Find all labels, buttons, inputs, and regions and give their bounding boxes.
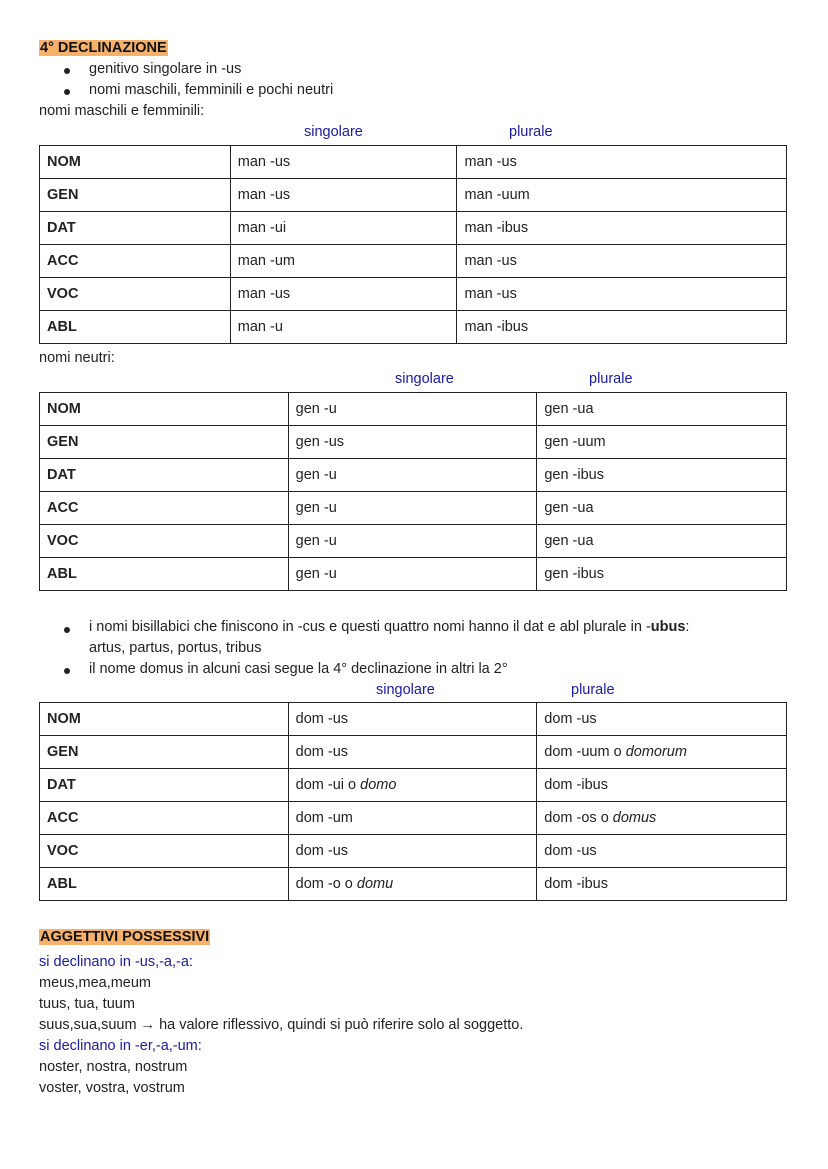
table-row — [40, 558, 787, 591]
plural-cell: man -us — [457, 278, 787, 311]
case-cell: GEN — [40, 179, 231, 212]
plural-cell: dom -ibus — [537, 868, 787, 901]
table-masc-fem — [39, 145, 787, 344]
case-cell: ACC — [40, 245, 231, 278]
section-heading-declension: 4° DECLINAZIONE — [40, 40, 167, 56]
case-cell: VOC — [40, 835, 289, 868]
column-header-plural: plurale — [571, 682, 615, 698]
singular-cell: man -us — [230, 179, 457, 212]
singular-cell: gen -u — [288, 393, 537, 426]
singular-cell: gen -u — [288, 558, 537, 591]
case-cell: ACC — [40, 492, 289, 525]
case-cell: VOC — [40, 278, 231, 311]
singular-cell: gen -u — [288, 459, 537, 492]
table-row — [40, 212, 787, 245]
text-line: tuus, tua, tuum — [39, 996, 135, 1012]
singular-cell: man -ui — [230, 212, 457, 245]
singular-cell: man -us — [230, 146, 457, 179]
plural-cell: man -us — [457, 146, 787, 179]
text-line: meus,mea,meum — [39, 975, 152, 991]
table-row — [40, 835, 787, 868]
table-row — [40, 179, 787, 212]
case-cell: GEN — [40, 426, 289, 459]
plural-cell: gen -ibus — [537, 558, 787, 591]
bullet-dot — [64, 668, 70, 674]
table-neuter — [39, 392, 787, 591]
plural-cell: man -ibus — [457, 311, 787, 344]
section-heading-possessives: AGGETTIVI POSSESSIVI — [40, 929, 210, 945]
column-header-singular: singolare — [395, 371, 454, 387]
bullet-dot — [64, 68, 70, 74]
singular-cell: man -um — [230, 245, 457, 278]
bullet-text-domus: il nome domus in alcuni casi segue la 4° declinazione in altri la 2° — [89, 661, 508, 677]
singular-cell: dom -us — [288, 835, 537, 868]
plural-cell: gen -ua — [537, 492, 787, 525]
table-row — [40, 769, 787, 802]
column-header-plural: plurale — [589, 371, 633, 387]
text-line-blue: si declinano in -us,-a,-a: — [39, 954, 193, 970]
table-row — [40, 393, 787, 426]
case-cell: DAT — [40, 212, 231, 245]
bullet-text-nouns-list: artus, partus, portus, tribus — [89, 640, 262, 656]
table-row — [40, 426, 787, 459]
case-cell: ABL — [40, 868, 289, 901]
bullet-text-ubus: i nomi bisillabici che finiscono in -cus e questi quattro nomi hanno il dat e abl plurale in -ubus: — [89, 619, 690, 635]
plural-cell: man -ibus — [457, 212, 787, 245]
table-row — [40, 525, 787, 558]
table-row — [40, 736, 787, 769]
bullet-dot — [64, 89, 70, 95]
column-header-singular: singolare — [304, 124, 363, 140]
text-line: voster, vostra, vostrum — [39, 1080, 185, 1096]
table-row — [40, 311, 787, 344]
table-row — [40, 278, 787, 311]
case-cell: ABL — [40, 311, 231, 344]
case-cell: DAT — [40, 769, 289, 802]
case-cell: NOM — [40, 146, 231, 179]
plural-cell: dom -ibus — [537, 769, 787, 802]
case-cell: NOM — [40, 393, 289, 426]
plural-cell: man -us — [457, 245, 787, 278]
case-cell: GEN — [40, 736, 289, 769]
singular-cell: dom -o o domu — [288, 868, 537, 901]
singular-cell: gen -u — [288, 525, 537, 558]
table-row — [40, 802, 787, 835]
plural-cell: gen -ua — [537, 393, 787, 426]
bullet-dot — [64, 627, 70, 633]
plural-cell: dom -os o domus — [537, 802, 787, 835]
text-line: suus,sua,suum → ha valore riflessivo, quindi si può riferire solo al soggetto. — [39, 1017, 524, 1033]
singular-cell: gen -us — [288, 426, 537, 459]
table-row — [40, 245, 787, 278]
table-domus — [39, 702, 787, 901]
singular-cell: dom -us — [288, 703, 537, 736]
plural-cell: dom -us — [537, 835, 787, 868]
case-cell: ABL — [40, 558, 289, 591]
plural-cell: dom -uum o domorum — [537, 736, 787, 769]
case-cell: NOM — [40, 703, 289, 736]
text-line-blue: si declinano in -er,-a,-um: — [39, 1038, 202, 1054]
plural-cell: man -uum — [457, 179, 787, 212]
plural-cell: gen -ua — [537, 525, 787, 558]
bullet-text: genitivo singolare in -us — [89, 61, 242, 77]
singular-cell: gen -u — [288, 492, 537, 525]
singular-cell: dom -ui o domo — [288, 769, 537, 802]
text-line: noster, nostra, nostrum — [39, 1059, 188, 1075]
table-row — [40, 868, 787, 901]
table-row — [40, 459, 787, 492]
plural-cell: gen -uum — [537, 426, 787, 459]
singular-cell: dom -us — [288, 736, 537, 769]
subheading-neuter: nomi neutri: — [39, 350, 115, 366]
subheading-masc-fem: nomi maschili e femminili: — [39, 103, 205, 119]
bullet-text: nomi maschili, femminili e pochi neutri — [89, 82, 334, 98]
column-header-singular: singolare — [376, 682, 435, 698]
case-cell: VOC — [40, 525, 289, 558]
singular-cell: man -us — [230, 278, 457, 311]
singular-cell: man -u — [230, 311, 457, 344]
table-row — [40, 492, 787, 525]
case-cell: ACC — [40, 802, 289, 835]
table-row — [40, 146, 787, 179]
table-row — [40, 703, 787, 736]
plural-cell: dom -us — [537, 703, 787, 736]
case-cell: DAT — [40, 459, 289, 492]
column-header-plural: plurale — [509, 124, 553, 140]
plural-cell: gen -ibus — [537, 459, 787, 492]
singular-cell: dom -um — [288, 802, 537, 835]
